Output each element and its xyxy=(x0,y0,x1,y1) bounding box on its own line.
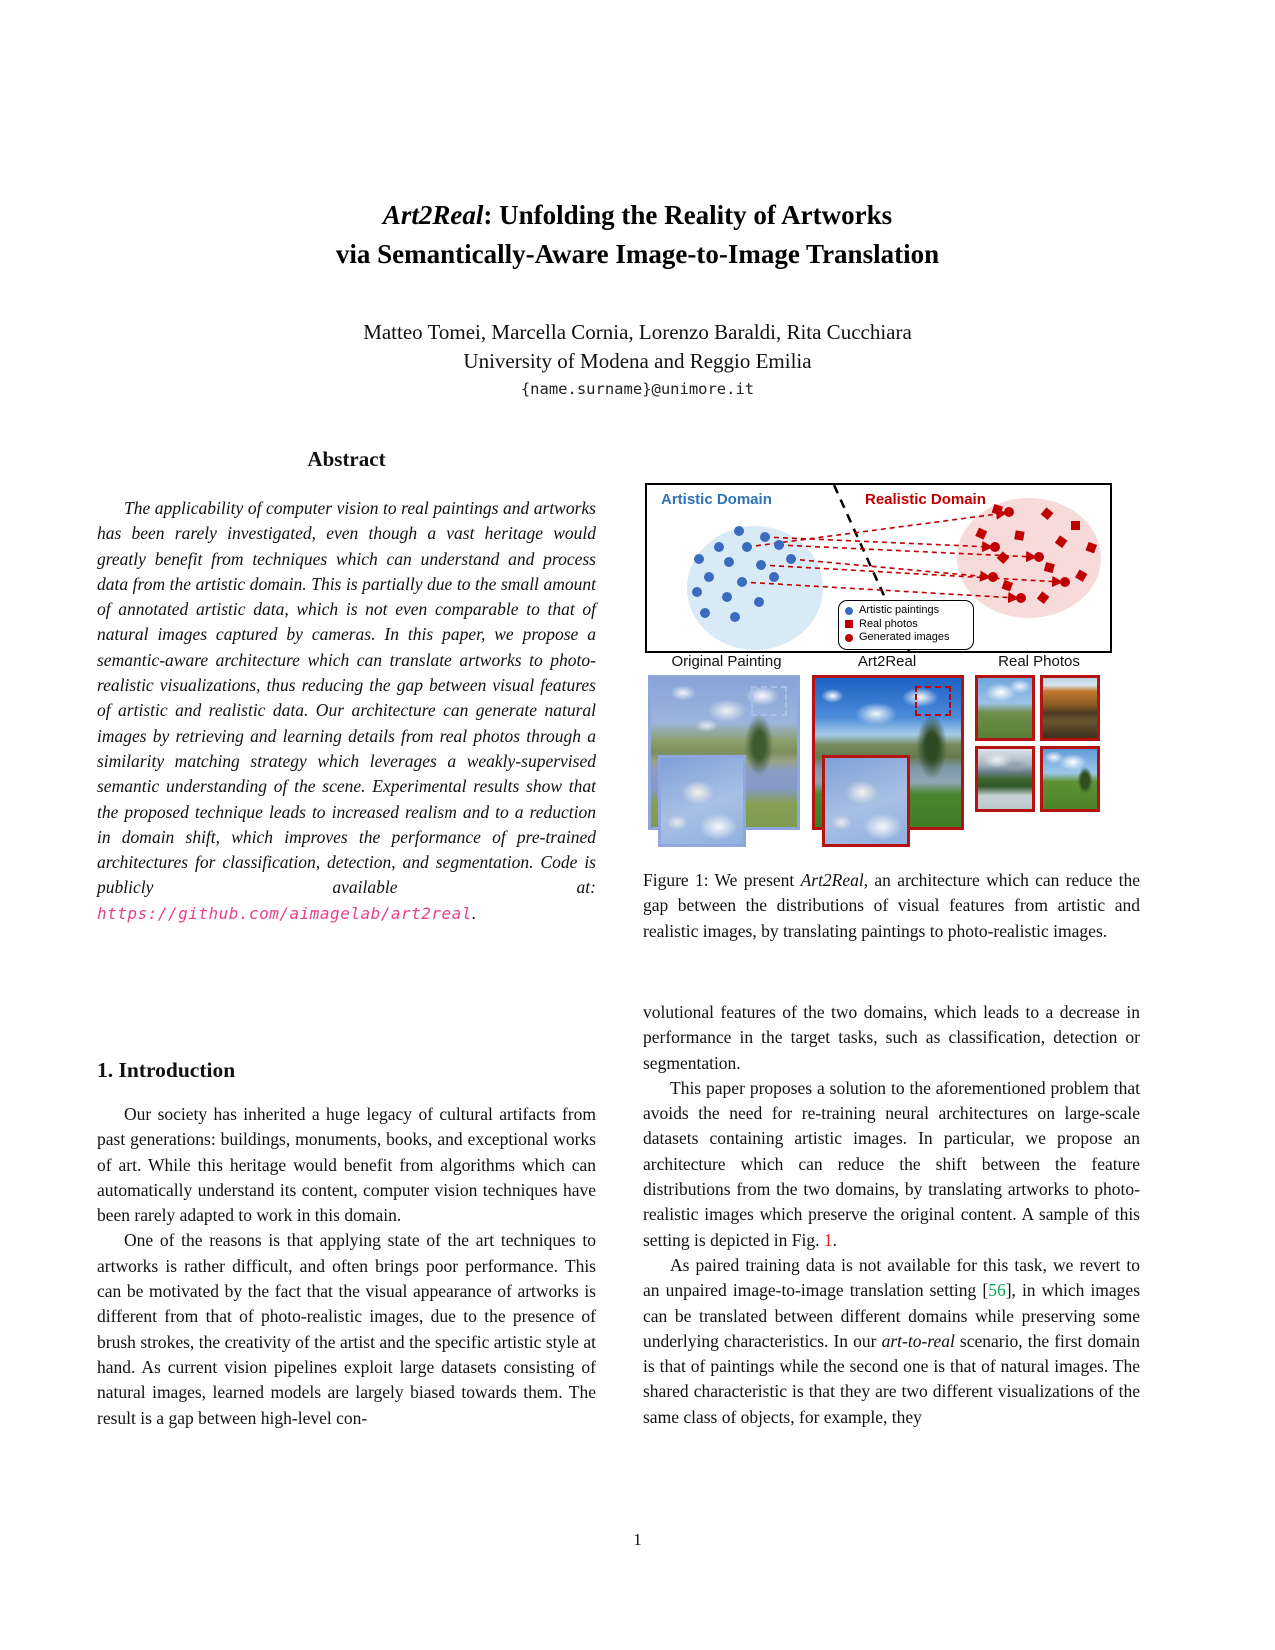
abstract-paragraph xyxy=(97,496,596,926)
real-photos-grid xyxy=(975,675,1113,812)
citation-56-link[interactable]: 56 xyxy=(988,1280,1006,1301)
art2real-zoom-inset xyxy=(822,755,910,847)
artistic-domain-ellipse xyxy=(687,526,823,650)
abstract-heading: Abstract xyxy=(307,447,386,471)
page-number: 1 xyxy=(633,1530,642,1549)
real-photo-3 xyxy=(975,746,1035,812)
abstract-section xyxy=(97,447,596,926)
para3-s1: As paired training data is not available for this task, we revert to an unpaired image-to-image translation setting [ xyxy=(643,1254,1140,1301)
right-paragraph-1: volutional features of the two domains, which leads to a decrease in performance in the target tasks, such as classification, detection or segmentation. xyxy=(643,1002,1140,1073)
right-paragraph-2 xyxy=(643,1076,1140,1253)
affiliation: University of Modena and Reggio Emilia xyxy=(463,349,812,373)
realistic-domain-ellipse xyxy=(957,498,1101,618)
email-line: {name.surname}@unimore.it xyxy=(520,380,755,398)
original-painting-image xyxy=(648,675,800,830)
artistic-domain-label: Artistic Domain xyxy=(661,491,772,508)
author-names: Matteo Tomei, Marcella Cornia, Lorenzo Baraldi, Rita Cucchiara xyxy=(363,320,912,344)
red-square-icon xyxy=(845,620,853,628)
red-dot-icon xyxy=(845,634,853,642)
label-art2real: Art2Real xyxy=(857,653,917,670)
right-column-text xyxy=(643,1000,1140,1430)
figure-column-labels xyxy=(645,653,1112,670)
abstract-period: . xyxy=(471,902,477,923)
title-art2real: Art2Real xyxy=(382,200,484,230)
art2real-inset-clouds xyxy=(825,758,907,844)
legend-real-label: Real photos xyxy=(859,617,918,630)
figure-legend xyxy=(838,600,974,650)
figure1-reference-link[interactable]: 1 xyxy=(823,1229,833,1250)
figure1-diagram xyxy=(645,483,1112,653)
realistic-domain-label: Realistic Domain xyxy=(865,491,986,508)
legend-generated-label: Generated images xyxy=(859,631,950,643)
art2real-generated-image xyxy=(812,675,964,830)
introduction-section xyxy=(97,1058,596,1431)
real-photo-2 xyxy=(1040,675,1100,741)
real-photo-1 xyxy=(975,675,1035,741)
title-line1 xyxy=(0,196,1275,235)
label-real-photos: Real Photos xyxy=(998,653,1080,670)
para3-s2: ], in which images can be translated between different domains while preserving some underlying characteristics. In our xyxy=(643,1280,1141,1351)
blue-dot-icon xyxy=(845,607,853,615)
para2-text: This paper proposes a solution to the aforementioned problem that avoids the need for re-training neural architectures on large-scale datasets containing artistic images. In particular, we propose an architecture which can reduce the shift between the feature distributions from the two domains, by translating artworks to photo-realistic images which preserve the original content. A sample of this setting is depicted in Fig. xyxy=(643,1077,1140,1250)
legend-row-generated xyxy=(845,631,967,645)
intro-paragraph-1: Our society has inherited a huge legacy of cultural artifacts from past generations: buildings, monuments, books, and exceptional works of art. While this heritage would benefit from algorithms which can automatically understand its content, computer vision techniques have been rarely adapted to work in this domain. xyxy=(97,1104,596,1226)
art-to-real-emphasis: art-to-real xyxy=(881,1330,955,1351)
real-photo-4 xyxy=(1040,746,1100,812)
introduction-heading: 1. Introduction xyxy=(97,1058,236,1082)
painting-zoom-region-marker xyxy=(751,686,787,716)
painting-inset-clouds xyxy=(661,758,743,844)
label-original-painting: Original Painting xyxy=(671,653,782,670)
title-line1-rest: : Unfolding the Reality of Artworks xyxy=(483,200,893,230)
paper-title xyxy=(0,196,1275,274)
right-paragraph-3 xyxy=(643,1253,1140,1430)
legend-row-real xyxy=(845,618,967,632)
legend-artistic-label: Artistic paintings xyxy=(859,604,940,616)
code-url-link[interactable]: https://github.com/aimagelab/art2real xyxy=(97,903,472,923)
caption-art2real: Art2Real xyxy=(800,870,864,890)
legend-row-artistic xyxy=(845,604,967,618)
author-block xyxy=(0,318,1275,376)
art2real-zoom-region-marker xyxy=(915,686,951,716)
figure1-caption xyxy=(643,868,1140,944)
para2-period: . xyxy=(832,1229,837,1250)
caption-prefix: Figure 1: We present xyxy=(643,870,801,890)
abstract-text: The applicability of computer vision to real paintings and artworks has been rarely investigated, even though a vast heritage would greatly benefit from techniques which can understand and process data from the artistic domain. This is partially due to the small amount of annotated artistic data, which is not even comparable to that of natural images captured by cameras. In this paper, we propose a semantic-aware architecture which can translate artworks to photo-realistic visualizations, thus reducing the gap between visual features of artistic and realistic data. Our architecture can generate natural images by retrieving and learning details from real photos through a similarity matching strategy which leverages a weakly-supervised semantic understanding of the scene. Experimental results show that the proposed technique leads to increased realism and to a reduction in domain shift, which improves the performance of pre-trained architectures for classification, detection, and segmentation. Code is publicly available at: xyxy=(97,498,596,898)
intro-paragraph-2: One of the reasons is that applying state of the art techniques to artworks is rather difficult, and often brings poor performance. This can be motivated by the fact that the visual appearance of artworks is different from that of photo-realistic images, due to the presence of brush strokes, the creativity of the artist and the specific artistic style at hand. As current vision pipelines exploit large datasets consisting of natural images, learned models are largely biased towards them. The result is a gap between high-level con- xyxy=(97,1230,596,1428)
para3-s3: scenario, the first domain is that of paintings while the second one is that of natural images. The shared characteristic is that they are two different visualizations of the same class of objects, for example, they xyxy=(643,1330,1140,1427)
caption-suffix: , an architecture which can reduce the gap between the distributions of visual features from artistic and realistic images, by translating paintings to photo-realistic images. xyxy=(643,870,1140,941)
painting-zoom-inset xyxy=(658,755,746,847)
title-line2: via Semantically-Aware Image-to-Image Translation xyxy=(335,239,940,269)
